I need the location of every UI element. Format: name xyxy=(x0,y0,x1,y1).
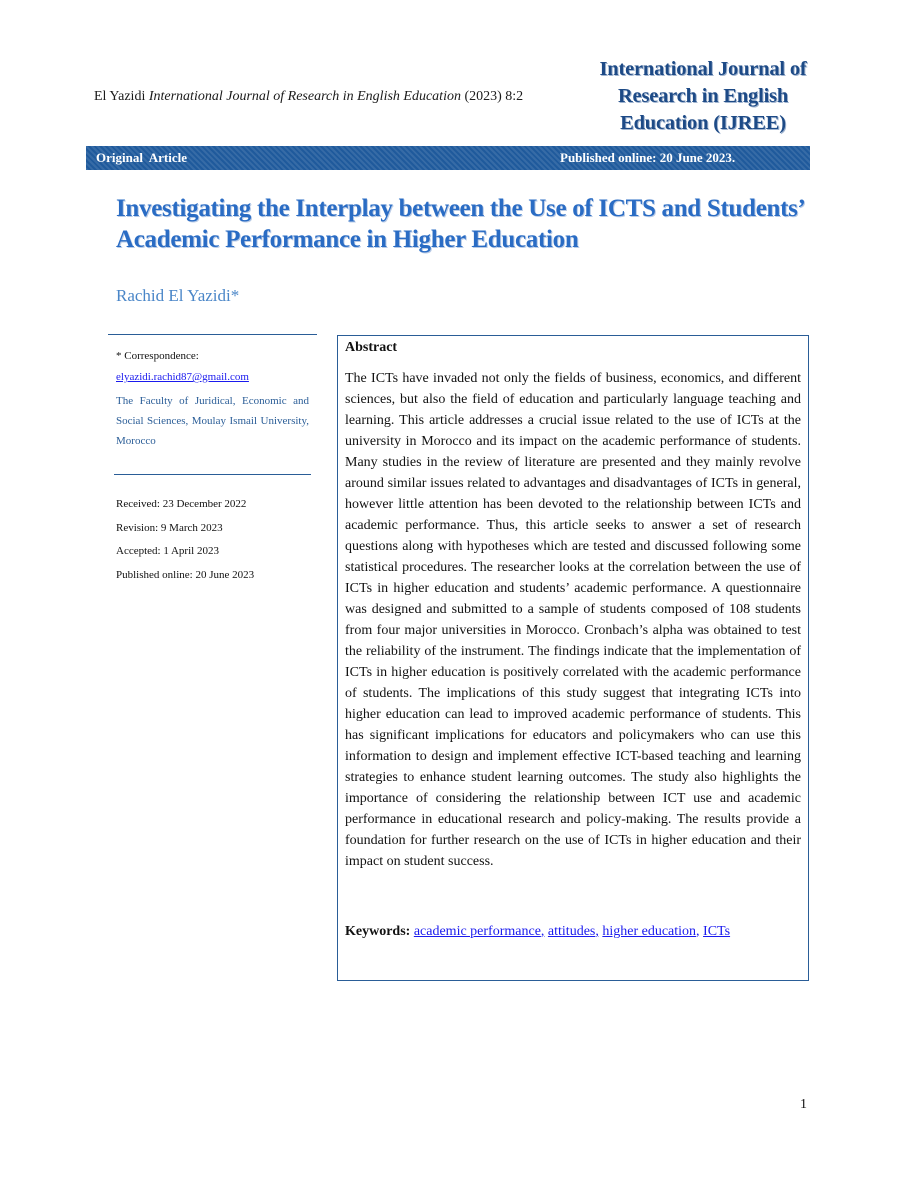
journal-logo-line-1: International Journal of xyxy=(599,58,807,80)
sidebar-divider-middle xyxy=(114,474,311,475)
keyword-link-icts[interactable]: ICTs xyxy=(703,924,731,939)
article-title: Investigating the Interplay between the Use of ICTS and Students’ Academic Performance in Higher Education xyxy=(116,195,804,253)
correspondence-label: * Correspondence: xyxy=(116,350,199,362)
sidebar-divider-top xyxy=(108,334,317,335)
author-name: Rachid El Yazidi* xyxy=(116,286,240,305)
correspondence-email-link[interactable]: elyazidi.rachid87@gmail.com xyxy=(116,371,249,383)
date-accepted: Accepted: 1 April 2023 xyxy=(116,545,219,557)
article-type: Original Article xyxy=(96,150,187,165)
keyword-link-higher-education[interactable]: higher education xyxy=(602,924,697,939)
date-published: Published online: 20 June 2023 xyxy=(116,569,255,581)
keywords-line: Keywords: academic performance, attitudes, higher education, ICTs xyxy=(345,924,731,939)
citation-volume: (2023) 8:2 xyxy=(464,89,524,104)
journal-logo-line-2: Research in English xyxy=(617,85,789,107)
journal-logo xyxy=(596,56,810,137)
page-number: 1 xyxy=(800,1097,807,1112)
date-revision: Revision: 9 March 2023 xyxy=(116,522,223,534)
abstract-heading: Abstract xyxy=(345,340,398,355)
banner-published-date: Published online: 20 June 2023. xyxy=(560,150,736,165)
keyword-link-academic-performance[interactable]: academic performance xyxy=(413,924,541,939)
article-banner xyxy=(86,146,810,170)
citation-author: El Yazidi xyxy=(94,89,146,104)
date-received: Received: 23 December 2022 xyxy=(116,498,247,510)
keywords-label: Keywords: xyxy=(345,924,411,939)
journal-logo-line-3: Education (IJREE) xyxy=(620,112,786,134)
keyword-link-attitudes[interactable]: attitudes xyxy=(547,924,596,939)
author-affiliation: The Faculty of Juridical, Economic and Social Sciences, Moulay Ismail University, Morocco xyxy=(116,395,309,447)
citation-journal: International Journal of Research in English Education xyxy=(148,89,461,104)
abstract-body: The ICTs have invaded not only the fields of business, economics, and different sciences, but also the field of education and particularly language teaching and learning. This article addresses a crucial issue related to the use of ICTs at the university in Morocco and its impact on the academic performance of students. Many studies in the review of literature are presented and they mainly revolve around similar issues related to advantages and disadvantages of ICTs in general, however little attention has been devoted to the relationship between ICTs and academic performance. Thus, this article seeks to answer a set of research questions along with hypotheses which are tested and discussed following some statistical procedures. The researcher looks at the correlation between the use of ICTs in higher education and students’ academic performance. A questionnaire was designed and submitted to a sample of students composed of 108 students from four major universities in Morocco. Cronbach’s alpha was obtained to test the reliability of the instrument. The findings indicate that the implementation of ICTs in higher education is positively correlated with the academic performance of students. The implications of this study suggest that integrating ICTs into higher education can lead to improved academic performance of students. This has significant implications for educators and policymakers who can use this information to design and implement effective ICT-based teaching and learning strategies to enhance student learning outcomes. The study also highlights the importance of considering the relationship between ICT use and academic performance in educational research and policy-making. The results provide a foundation for further research on the use of ICTs in higher education and their impact on student success. xyxy=(345,371,801,869)
running-citation xyxy=(94,89,523,105)
